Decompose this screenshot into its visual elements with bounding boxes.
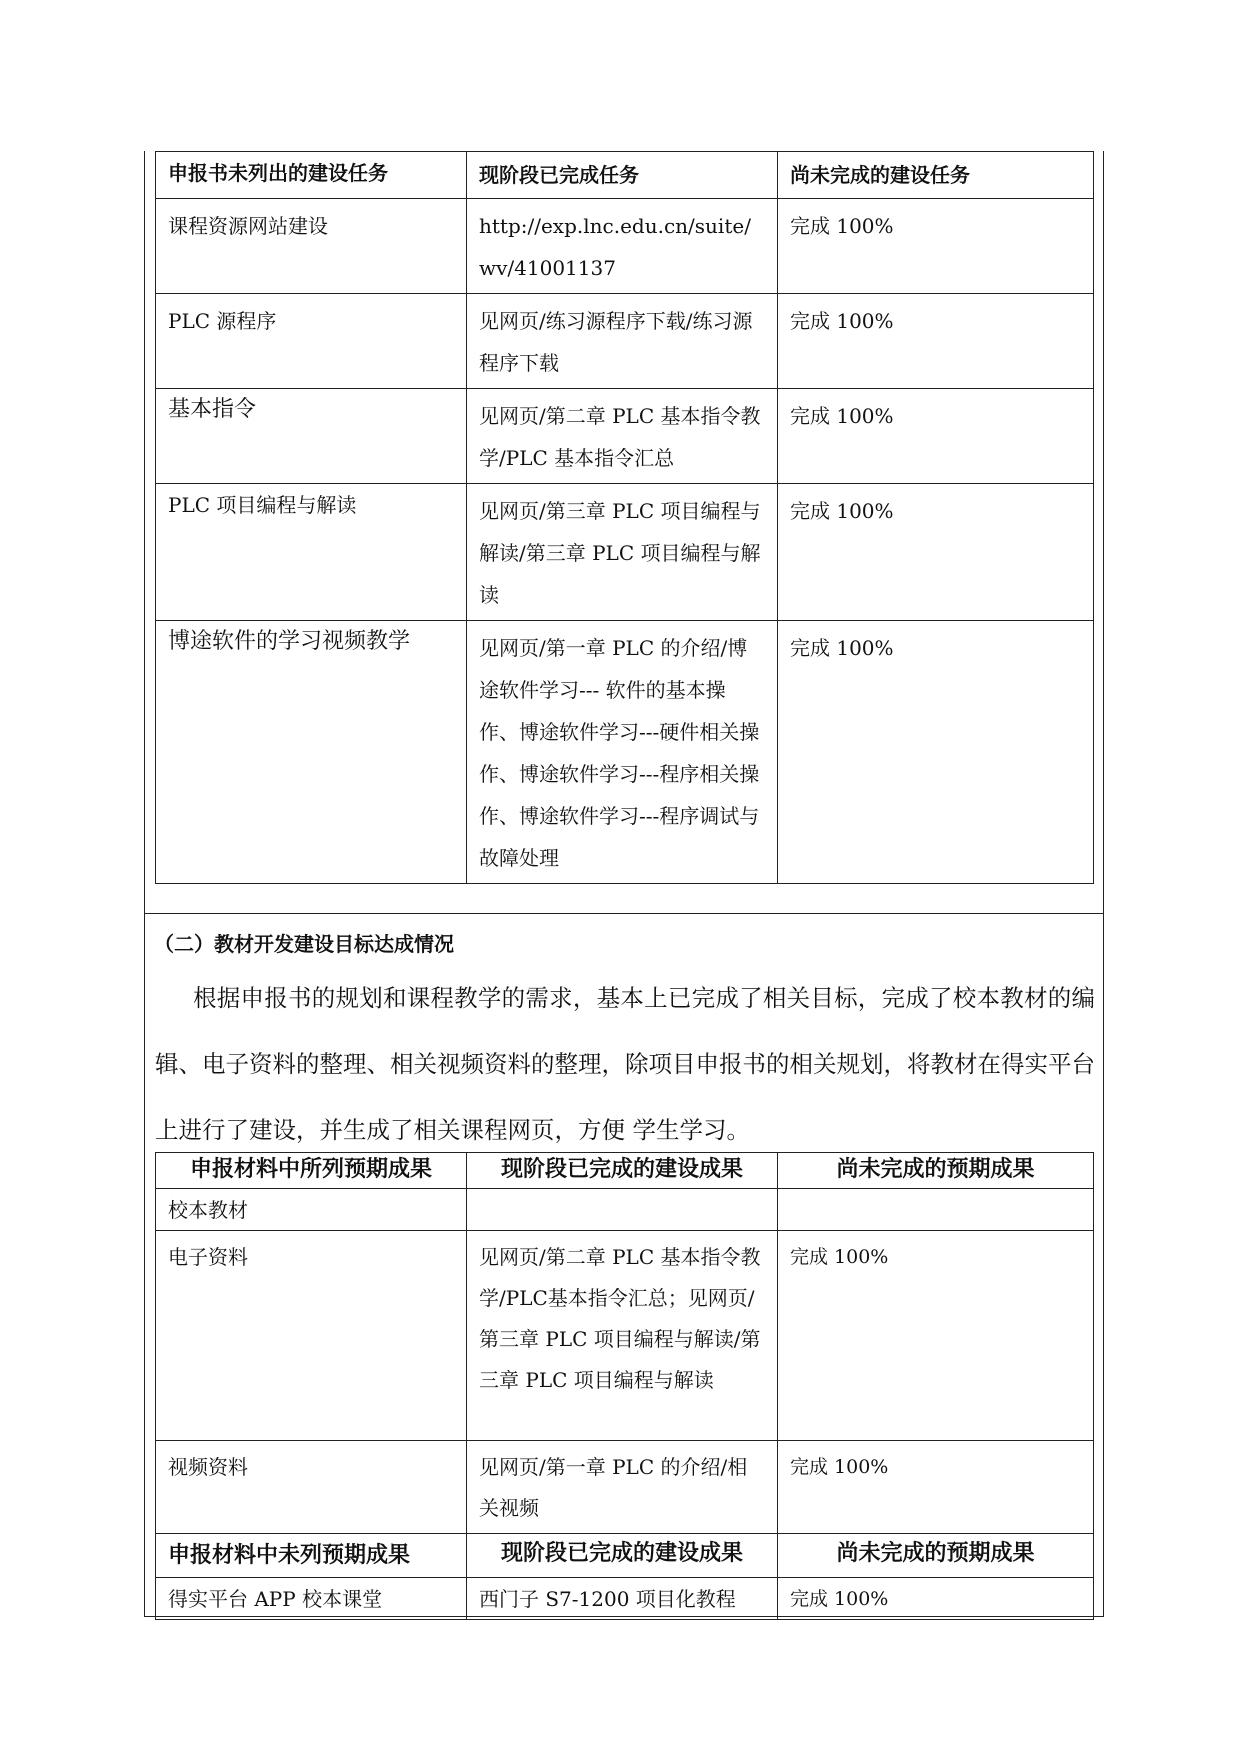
task-cell: 博途软件的学习视频教学 (156, 621, 467, 884)
table-row (156, 294, 1094, 389)
result-cell: 电子资料 (156, 1231, 467, 1441)
done-cell: 见网页/第一章 PLC 的介绍/相关视频 (467, 1441, 778, 1534)
status-cell: 完成 100% (778, 1441, 1094, 1534)
table-row (156, 1231, 1094, 1441)
construction-tasks-table (155, 151, 1094, 884)
header-cell: 现阶段已完成任务 (467, 152, 778, 199)
header-cell: 申报材料中所列预期成果 (156, 1153, 467, 1189)
header-cell: 现阶段已完成的建设成果 (467, 1534, 778, 1578)
table-row (156, 484, 1094, 621)
status-cell: 完成 100% (778, 389, 1094, 484)
done-cell: 见网页/第二章 PLC 基本指令教学/PLC基本指令汇总；见网页/第三章 PLC 项目编程与解读/第三章 PLC 项目编程与解读 (467, 1231, 778, 1441)
task-cell: 课程资源网站建设 (156, 199, 467, 294)
result-cell: 得实平台 APP 校本课堂 (156, 1578, 467, 1620)
table-row (156, 1189, 1094, 1231)
done-cell: 西门子 S7-1200 项目化教程 (467, 1578, 778, 1620)
status-cell: 完成 100% (778, 1231, 1094, 1441)
table-header-row (156, 1534, 1094, 1578)
result-cell: 视频资料 (156, 1441, 467, 1534)
header-cell: 尚未完成的预期成果 (778, 1153, 1094, 1189)
table-row (156, 1441, 1094, 1534)
table-row (156, 389, 1094, 484)
done-cell (467, 1189, 778, 1231)
task-cell: PLC 源程序 (156, 294, 467, 389)
done-cell: 见网页/第一章 PLC 的介绍/博途软件学习--- 软件的基本操作、博途软件学习---硬件相关操作、博途软件学习---程序相关操作、博途软件学习---程序调试与故障处理 (467, 621, 778, 884)
status-cell: 完成 100% (778, 294, 1094, 389)
result-cell: 校本教材 (156, 1189, 467, 1231)
status-cell: 完成 100% (778, 199, 1094, 294)
done-cell: 见网页/第二章 PLC 基本指令教学/PLC 基本指令汇总 (467, 389, 778, 484)
status-cell: 完成 100% (778, 484, 1094, 621)
status-cell (778, 1189, 1094, 1231)
section-title: （二）教材开发建设目标达成情况 (154, 932, 454, 956)
header-cell: 申报材料中未列预期成果 (156, 1534, 467, 1578)
table-row (156, 199, 1094, 294)
status-cell: 完成 100% (778, 1578, 1094, 1620)
header-cell: 尚未完成的预期成果 (778, 1534, 1094, 1578)
table-header-row (156, 152, 1094, 199)
done-cell: http://exp.lnc.edu.cn/suite/wv/41001137 (467, 199, 778, 294)
header-cell: 尚未完成的建设任务 (778, 152, 1094, 199)
expected-results-table (155, 1152, 1094, 1620)
table-row (156, 1578, 1094, 1620)
section-paragraph: 根据申报书的规划和课程教学的需求，基本上已完成了相关目标，完成了校本教材的编辑、电子资料的整理、相关视频资料的整理，除项目申报书的相关规划，将教材在得实平台上进行了建设，并生成了相关课程网页，方便 学生学习。 (155, 984, 1095, 1144)
table-row (156, 621, 1094, 884)
done-cell: 见网页/第三章 PLC 项目编程与解读/第三章 PLC 项目编程与解读 (467, 484, 778, 621)
section-divider (144, 913, 1104, 914)
table-header-row (156, 1153, 1094, 1189)
task-cell: 基本指令 (156, 389, 467, 484)
header-cell: 申报书未列出的建设任务 (156, 152, 467, 199)
status-cell: 完成 100% (778, 621, 1094, 884)
header-cell: 现阶段已完成的建设成果 (467, 1153, 778, 1189)
task-cell: PLC 项目编程与解读 (156, 484, 467, 621)
done-cell: 见网页/练习源程序下载/练习源程序下载 (467, 294, 778, 389)
